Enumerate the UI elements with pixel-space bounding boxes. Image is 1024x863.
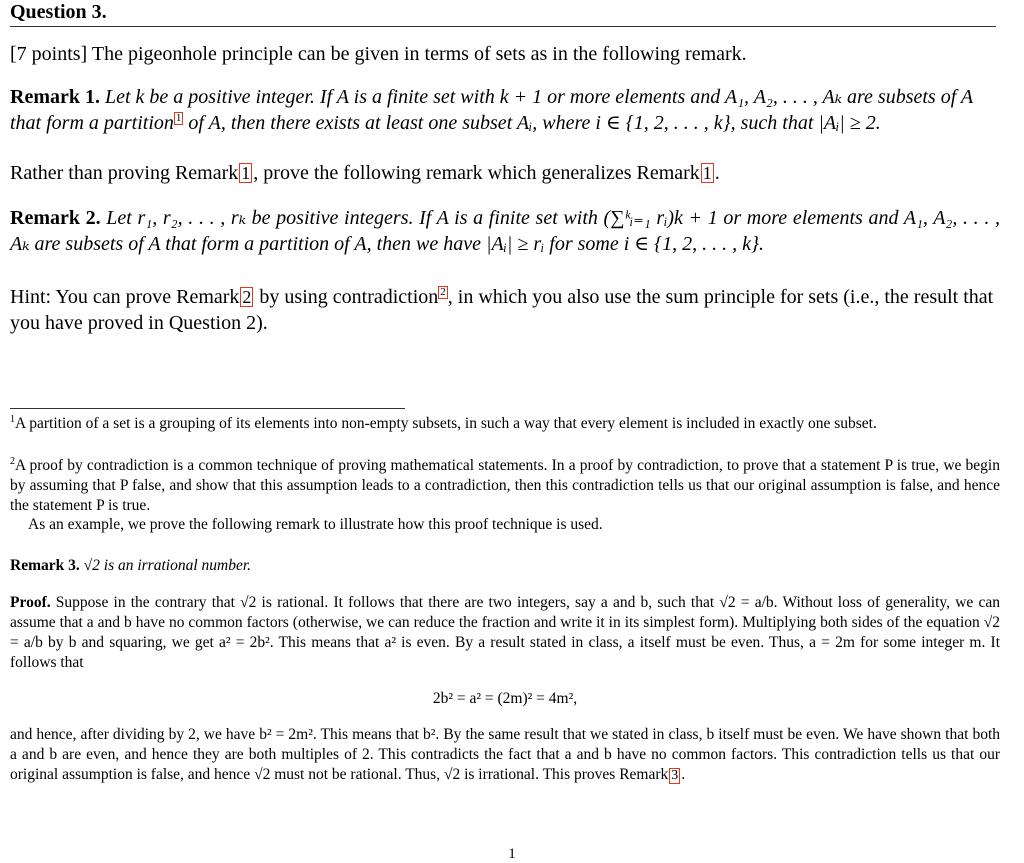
hint-text-b: by using contradiction: [259, 286, 439, 308]
footnote-2-example: As an example, we prove the following remark to illustrate how this proof technique is used.: [28, 516, 603, 533]
page-number: 1: [508, 846, 516, 862]
remark-1-ref-2[interactable]: 1: [702, 163, 712, 183]
remark-1: [10, 84, 1000, 136]
remark-2-text: Let r₁, r₂, . . . , rₖ be positive integers. If A is a finite set with (∑ᵏᵢ₌₁ rᵢ)k + 1 or more elements and A₁, A₂, . . . , Aₖ are subsets of A that form a partition of A, then we have |Aᵢ| ≥ rᵢ for some i ∈ {1, 2, . . . , k}.: [10, 207, 1000, 255]
proof-text: Suppose in the contrary that √2 is rational. It follows that there are two integers, say a and b, such that √2 = a/b. Without loss of generality, we can assume that a and b have no common factors (otherwise, we can reduce the fraction and write it in its simplest form). Multiplying both sides of the equation √2 = a/b by b and squaring, we get a² = 2b². This means that a² is even. By a result stated in class, a itself must be even. Thus, a = 2m for some integer m. It follows that: [10, 594, 1000, 671]
remark-1-text-a: Let k be a positive integer. If A is a finite set with k + 1 or more elements and A₁, A₂, . . . , Aₖ are subsets of A that form a partition: [10, 86, 973, 134]
footnote-rule: [10, 408, 405, 409]
footnote-1-link[interactable]: 1: [175, 112, 182, 125]
para2-text-c: .: [714, 162, 720, 184]
proof-text-2a: and hence, after dividing by 2, we have b² = 2m². This means that b². By the same result that we stated in class, b itself must be even. We have shown that both a and b are even, and hence they are both multiples of 2. This contradicts the fact that a and b have no common factors. This contradiction tells us that our original assumption is false, and hence √2 must not be rational. Thus, √2 is irrational. This proves Remark: [10, 726, 1000, 783]
remark-2-label: Remark 2.: [10, 207, 101, 229]
proof-text-2b: .: [681, 766, 686, 783]
title-rule: [10, 26, 996, 27]
hint: [10, 284, 1000, 336]
remark-2-ref[interactable]: 2: [242, 287, 252, 307]
remark-3-label: Remark 3.: [10, 557, 80, 574]
paragraph-generalize: [10, 160, 1000, 186]
hint-text-a: Hint: You can prove Remark: [10, 286, 240, 308]
para2-text-a: Rather than proving Remark: [10, 162, 239, 184]
footnote-1: [10, 414, 1000, 434]
proof-conclusion: [10, 725, 1000, 785]
proof: [10, 593, 1000, 673]
remark-3-ref[interactable]: 3: [671, 768, 679, 783]
remark-1-label: Remark 1.: [10, 86, 100, 108]
hint-text-c: , in which you also use the sum principle for sets (i.e., the result that you have proved in Question 2).: [10, 286, 994, 334]
remark-3: [10, 556, 1000, 576]
remark-2: [10, 205, 1000, 257]
remark-1-text-b: of A, then there exists at least one subset Aᵢ, where i ∈ {1, 2, . . . , k}, such that |Aᵢ| ≥ 2.: [188, 112, 881, 134]
footnote-1-text: A partition of a set is a grouping of its elements into non-empty subsets, in such a way that every element is included in exactly one subset.: [15, 415, 877, 432]
question-title: Question 3.: [10, 1, 107, 23]
remark-3-text: √2 is an irrational number.: [83, 557, 252, 574]
footnote-2-link[interactable]: 2: [440, 286, 446, 299]
question-intro: [7 points] The pigeonhole principle can be given in terms of sets as in the following remark.: [10, 43, 747, 65]
footnote-1-mark: 1: [10, 413, 16, 425]
proof-equation: 2b² = a² = (2m)² = 4m²,: [432, 690, 578, 707]
proof-label: Proof.: [10, 594, 51, 611]
remark-1-ref[interactable]: 1: [241, 163, 251, 183]
para2-text-b: , prove the following remark which generalizes Remark: [253, 162, 700, 184]
footnote-2: [10, 456, 1000, 516]
footnote-2-mark: 2: [10, 455, 16, 467]
footnote-2-text: A proof by contradiction is a common technique of proving mathematical statements. In a proof by contradiction, to prove that a statement P is true, we begin by assuming that P false, and show that this assumption leads to a contradiction, then this contradiction tells us that our original assumption is false, and hence the statement P is true.: [10, 457, 1000, 514]
